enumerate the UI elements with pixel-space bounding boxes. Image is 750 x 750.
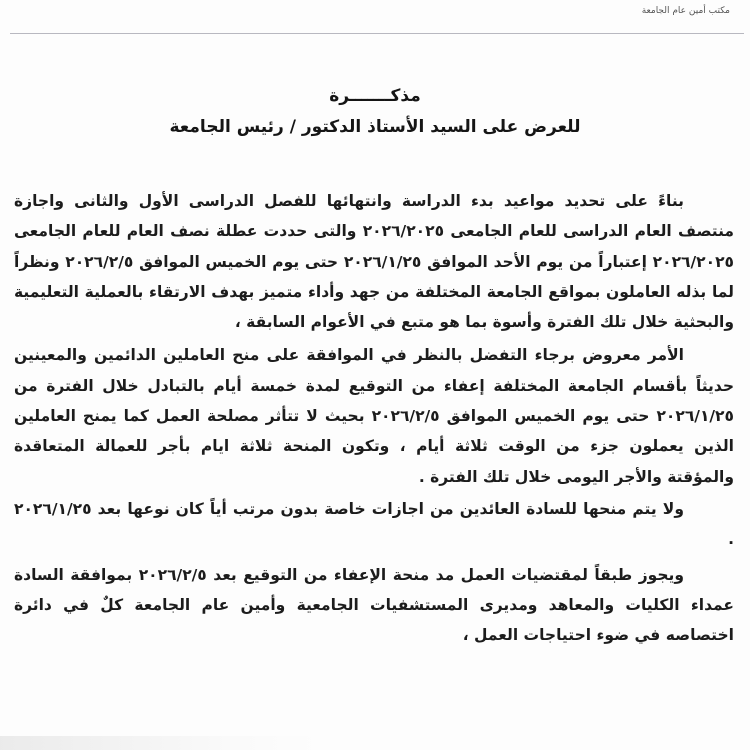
memo-recipient: للعرض على السيد الأستاذ الدكتور / رئيس الجامعة: [169, 117, 581, 137]
header-divider: [10, 33, 744, 34]
paragraph-background: بناءً على تحديد مواعيد بدء الدراسة وانتهائها للفصل الدراسى الأول والثانى واجازة منتصف العام الدراسى للعام الجامعى ٢٠٢٦/٢٠٢٥ والتى حددت عطلة نصف العام للعام الجامعى ٢٠٢٦/٢٠٢٥ إعتباراً من يوم الأحد الموافق ٢٠٢٦/١/٢٥ حتى يوم الخميس الموافق ٢٠٢٦/٢/٥ ونظراً لما بذله العاملون بمواقع الجامعة المختلفة من جهد وأداء متميز بهدف الارتقاء بالعملية التعليمية والبحثية خلال تلك الفترة وأسوة بما هو متبع في الأعوام السابقة ،: [14, 192, 735, 332]
paragraph-extension: ويجوز طبقاً لمقتضيات العمل مد منحة الإعفاء من التوقيع بعد ٢٠٢٦/٢/٥ بموافقة السادة عمداء الكليات والمعاهد ومديرى المستشفيات الجامعية وأمين عام الجامعة كلٌ في دائرة اختصاصه في ضوء احتياجات العمل ،: [14, 565, 734, 645]
memo-body: [14, 186, 734, 650]
memo-title: مذكـــــــرة: [329, 86, 421, 106]
scan-artifact: [0, 736, 320, 750]
paragraph-exclusion: ولا يتم منحها للسادة العائدين من اجازات خاصة بدون مرتب أياً كان نوعها بعد ٢٠٢٦/١/٢٥ .: [14, 499, 734, 549]
paragraph-request: الأمر معروض برجاء التفضل بالنظر في الموافقة على منح العاملين الدائمين والمعينين حديثاً بأقسام الجامعة المختلفة إعفاء من التوقيع لمدة خمسة أيام بالتبادل خلال الفترة من ٢٠٢٦/١/٢٥ حتى يوم الخميس الموافق ٢٠٢٦/٢/٥ بحيث لا تتأثر مصلحة العمل كما يمنح العاملين الذين يعملون جزء من الوقت ثلاثة أيام ، وتكون المنحة ثلاثة ايام بأجر للعمالة المتعاقدة والمؤقتة والأجر اليومى خلال تلك الفترة .: [14, 346, 734, 486]
office-label: مكتب أمين عام الجامعة: [641, 6, 730, 16]
